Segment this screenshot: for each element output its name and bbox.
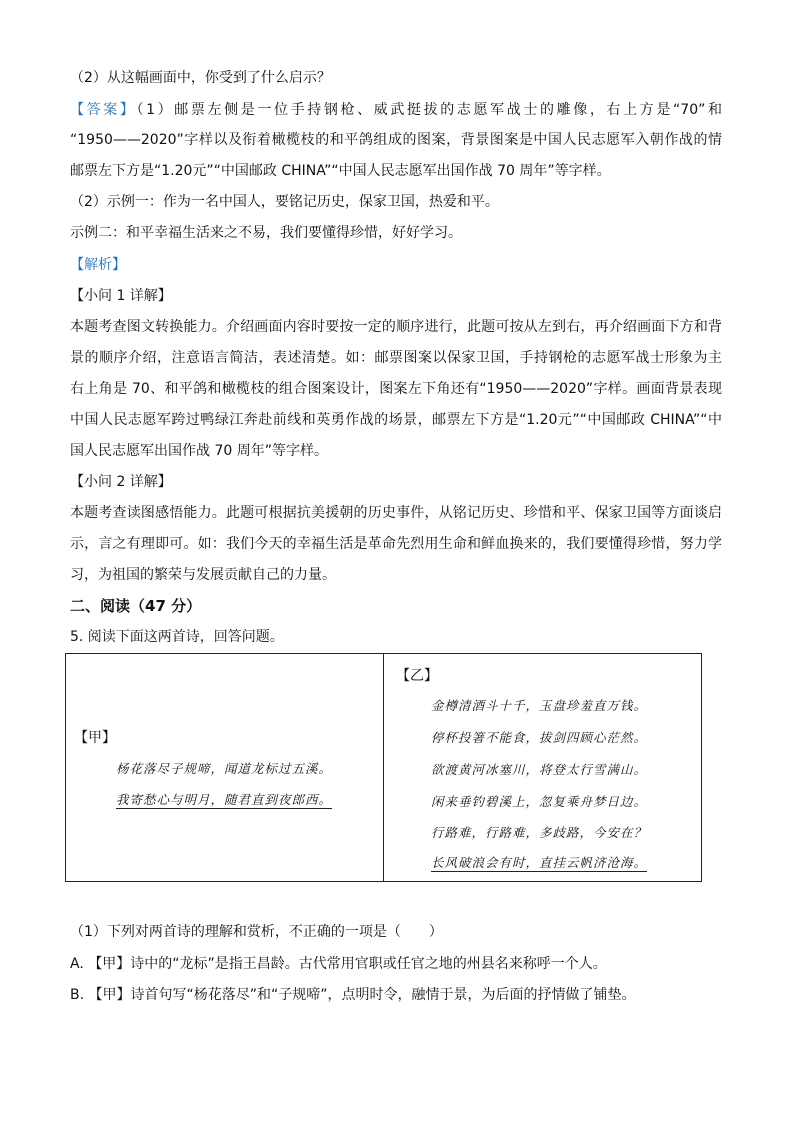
poem-divider (383, 654, 384, 881)
poem-yi-line: 停杯投箸不能食，拔剑四顾心茫然。 (431, 730, 648, 745)
sub2-line-1: 本题考查读图感悟能力。此题可根据抗美援朝的历史事件，从铭记历史、珍惜和平、保家卫国等方面谈启 (70, 505, 722, 521)
sub1-line-3: 右上角是 70、和平鸽和橄榄枝的组合图案设计，图案左下角还有“1950——2020”字样。画面背景表现 (70, 381, 722, 397)
answer-example-1: （2）示例一：作为一名中国人，要铭记历史，保家卫国，热爱和平。 (70, 194, 499, 210)
answer-label: 【答案】 (70, 102, 137, 118)
poem-jia-label: 【甲】 (74, 730, 116, 746)
sub1-line-5: 国人民志愿军出国作战 70 周年”等字样。 (70, 443, 328, 459)
question-5: 5. 阅读下面这两首诗，回答问题。 (70, 629, 284, 645)
sub2-line-3: 习，为祖国的繁荣与发展贡献自己的力量。 (70, 567, 336, 583)
answer-line-1 (70, 100, 722, 120)
sub2-label: 【小问 2 详解】 (70, 474, 172, 490)
poem-jia-line: 杨花落尽子规啼，闻道龙标过五溪。 (116, 761, 333, 776)
answer-line-2: “1950——2020”字样以及衔着橄榄枝的和平鸽组成的图案，背景图案是中国人民志愿军入朝作战的情 (70, 132, 722, 148)
poem-jia-line: 我寄愁心与明月，随君直到夜郎西。 (116, 792, 333, 807)
option-a: A. 【甲】诗中的“龙标”是指王昌龄。古代常用官职或任官之地的州县名来称呼一个人。 (70, 956, 607, 972)
poem-yi-line: 金樽清酒斗十千，玉盘珍羞直万钱。 (431, 698, 648, 713)
answer-example-2: 示例二：和平幸福生活来之不易，我们要懂得珍惜，好好学习。 (70, 225, 462, 241)
poem-yi-line: 欲渡黄河冰塞川，将登太行雪满山。 (431, 762, 648, 777)
sub1-line-1: 本题考查图文转换能力。介绍画面内容时要按一定的顺序进行，此题可按从左到右，再介绍画面下方和背 (70, 319, 722, 335)
option-b: B. 【甲】诗首句写“杨花落尽”和“子规啼”，点明时令，融情于景，为后面的抒情做了铺垫。 (70, 987, 636, 1003)
analysis-label: 【解析】 (70, 257, 126, 273)
answer-line-3: 邮票左下方是“1.20元”“中国邮政 CHINA”“中国人民志愿军出国作战 70 周年”等字样。 (70, 163, 611, 179)
poem-table (65, 653, 702, 882)
question-2: （2）从这幅画面中，你受到了什么启示？ (70, 70, 331, 86)
sub1-line-2: 景的顺序介绍，注意语言简洁，表述清楚。如：邮票图案以保家卫国，手持钢枪的志愿军战士形象为主 (70, 350, 722, 366)
sub2-line-2: 示，言之有理即可。如：我们今天的幸福生活是革命先烈用生命和鲜血换来的，我们要懂得珍惜，努力学 (70, 536, 722, 552)
poem-yi-line: 行路难，行路难，多歧路，今安在？ (431, 825, 648, 840)
poem-yi-label: 【乙】 (396, 668, 438, 684)
poem-yi-line: 闲来垂钓碧溪上，忽复乘舟梦日边。 (431, 794, 648, 809)
answer-text: （1）邮票左侧是一位手持钢枪、威武挺拔的志愿军战士的雕像，右上方是“70”和 (136, 102, 722, 118)
sub1-line-4: 中国人民志愿军跨过鸭绿江奔赴前线和英勇作战的场景，邮票左下方是“1.20元”“中国邮政 CHINA”“中 (70, 412, 722, 428)
section-heading: 二、阅读（47 分） (70, 597, 202, 615)
sub1-label: 【小问 1 详解】 (70, 288, 172, 304)
question-5-1: （1）下列对两首诗的理解和赏析，不正确的一项是（ ） (70, 924, 443, 940)
poem-yi-line: 长风破浪会有时，直挂云帆济沧海。 (431, 855, 648, 870)
